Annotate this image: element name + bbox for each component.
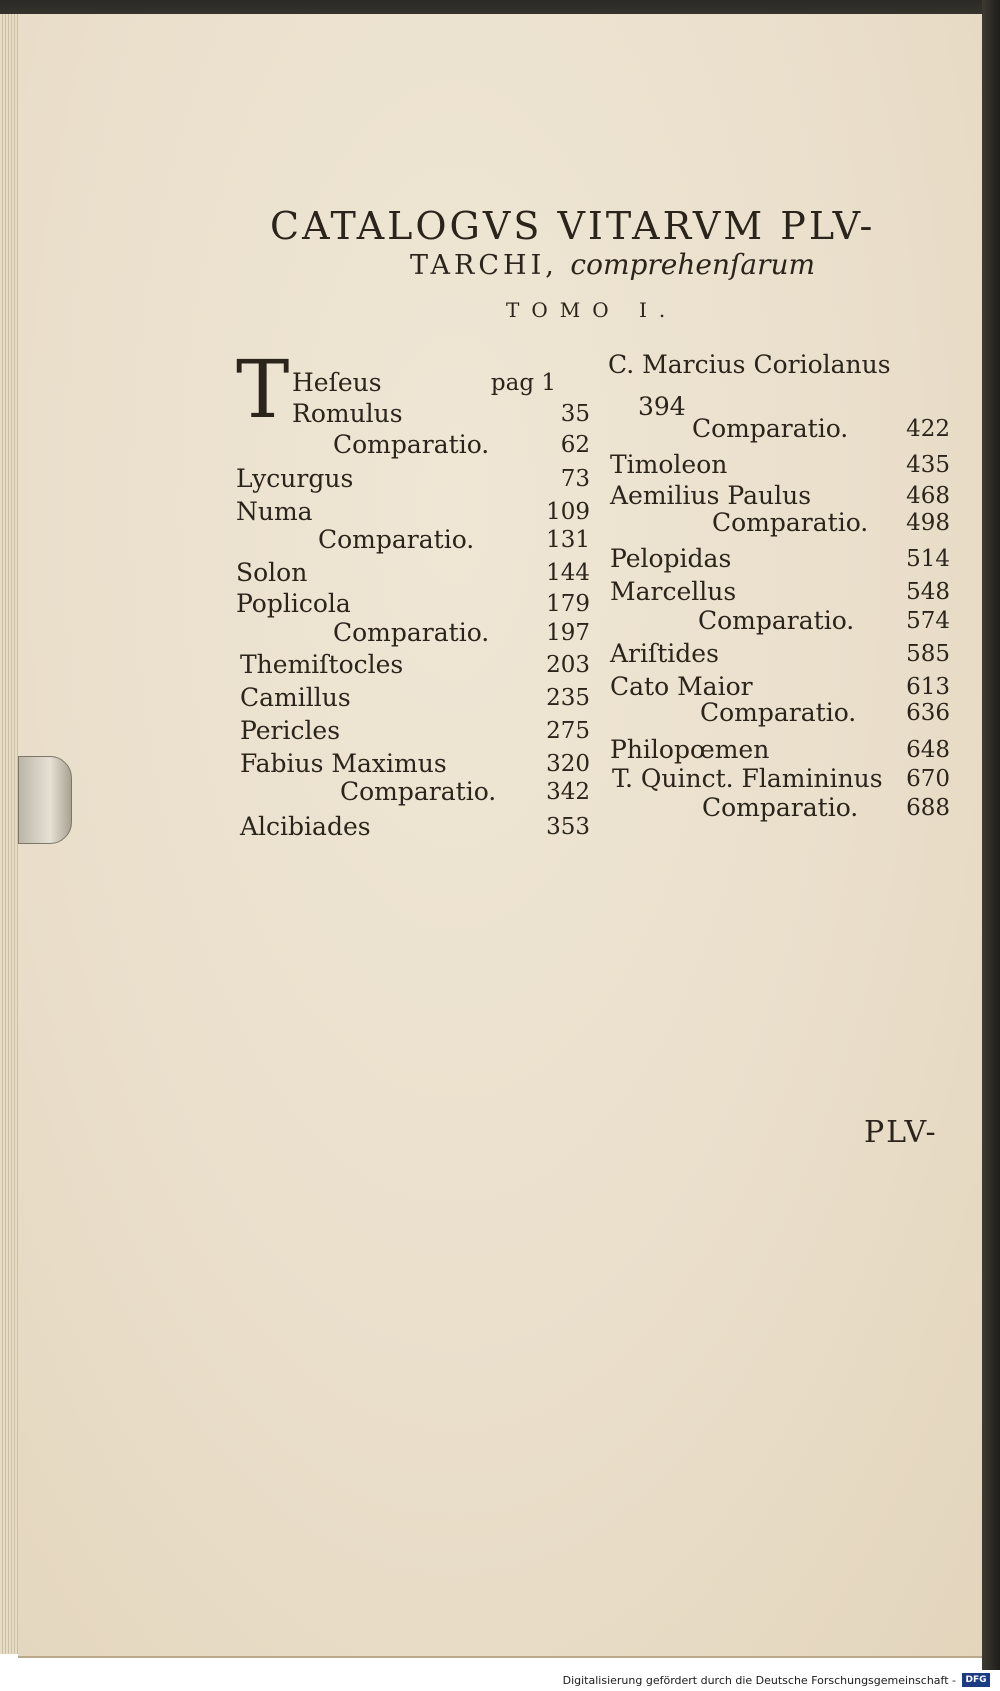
right-entry-page: 514 — [906, 546, 950, 572]
catchword: PLV- — [864, 1115, 938, 1150]
right-entry-page: 670 — [906, 766, 950, 792]
left-entry-name: Alcibiades — [240, 812, 371, 841]
right-entry-page: 574 — [906, 608, 950, 634]
left-entry-name: Romulus — [292, 399, 403, 428]
left-entry-name: Numa — [236, 497, 313, 526]
page-title: CATALOGVS VITARVM PLV- — [270, 204, 876, 248]
drop-capital: T — [236, 343, 290, 436]
left-entry-page: 275 — [546, 718, 590, 744]
left-entry-name: Themiſtocles — [240, 650, 404, 679]
dfg-logo: DFG — [962, 1673, 990, 1687]
right-entry-name: Comparatio. — [702, 793, 859, 822]
right-entry-page: 498 — [906, 510, 950, 536]
right-entry-name: Comparatio. — [692, 414, 849, 443]
volume-label: TOMO I. — [506, 298, 678, 322]
right-entry-page: 613 — [906, 674, 950, 700]
right-entry-page: 422 — [906, 416, 950, 442]
right-entry-name: Comparatio. — [698, 606, 855, 635]
right-entry-page: 648 — [906, 737, 950, 763]
left-entry-name: Lycurgus — [236, 464, 354, 493]
left-entry-name: Comparatio. — [318, 525, 475, 554]
left-entry-page: 179 — [546, 591, 590, 617]
left-entry-name: Camillus — [240, 683, 351, 712]
right-entry-name: T. Quinct. Flamininus — [612, 764, 883, 793]
right-entry-name: Marcellus — [610, 577, 737, 606]
right-entry-name: Comparatio. — [712, 508, 869, 537]
right-entry-name: 394 — [638, 392, 686, 421]
right-entry-name: Aemilius Paulus — [610, 481, 812, 510]
subtitle-italic: comprehenſarum — [570, 248, 816, 281]
left-entry-page: 353 — [546, 814, 590, 840]
right-entry-name: Pelopidas — [610, 544, 732, 573]
left-entry-page: 131 — [546, 527, 590, 553]
right-entry-name: Comparatio. — [700, 698, 857, 727]
left-entry-name: Comparatio. — [333, 618, 490, 647]
page-subtitle — [410, 248, 815, 281]
left-entry-name: Comparatio. — [340, 777, 497, 806]
right-entry-name: C. Marcius Coriolanus — [608, 350, 891, 379]
right-entry-name: Ariſtides — [610, 639, 719, 668]
left-entry-page: 109 — [546, 499, 590, 525]
left-entry-name: Poplicola — [236, 589, 351, 618]
left-entry-page: 203 — [546, 652, 590, 678]
right-entry-name: Cato Maior — [610, 672, 753, 701]
right-entry-page: 548 — [906, 579, 950, 605]
right-entry-page: 585 — [906, 641, 950, 667]
left-entry-page: 320 — [546, 751, 590, 777]
left-entry-name: Pericles — [240, 716, 341, 745]
left-entry-page: 342 — [546, 779, 590, 805]
left-entry-page: 62 — [560, 432, 590, 458]
right-entry-page: 688 — [906, 795, 950, 821]
left-entry-name: Fabius Maximus — [240, 749, 447, 778]
footer-credit: Digitalisierung gefördert durch die Deutsche Forschungsgemeinschaft - — [562, 1674, 956, 1687]
left-entry-page: 235 — [546, 685, 590, 711]
left-entry-page: 197 — [546, 620, 590, 646]
book-cover-edge — [982, 0, 1000, 1670]
right-entry-page: 435 — [906, 452, 950, 478]
left-entry-page: 35 — [560, 401, 590, 427]
left-entry-page: 144 — [546, 560, 590, 586]
right-entry-page: 636 — [906, 700, 950, 726]
right-entry-name: Philopœmen — [610, 735, 770, 764]
page-tab — [18, 756, 72, 844]
right-entry-page: 468 — [906, 483, 950, 509]
left-entry-name: Comparatio. — [333, 430, 490, 459]
right-entry-name: Timoleon — [610, 450, 728, 479]
left-entry-name: Solon — [236, 558, 308, 587]
subtitle-caps: TARCHI, — [410, 250, 558, 281]
left-entry-page: 73 — [560, 466, 590, 492]
left-entry-page: pag 1 — [490, 370, 556, 396]
left-entry-name: Heſeus — [292, 368, 382, 397]
